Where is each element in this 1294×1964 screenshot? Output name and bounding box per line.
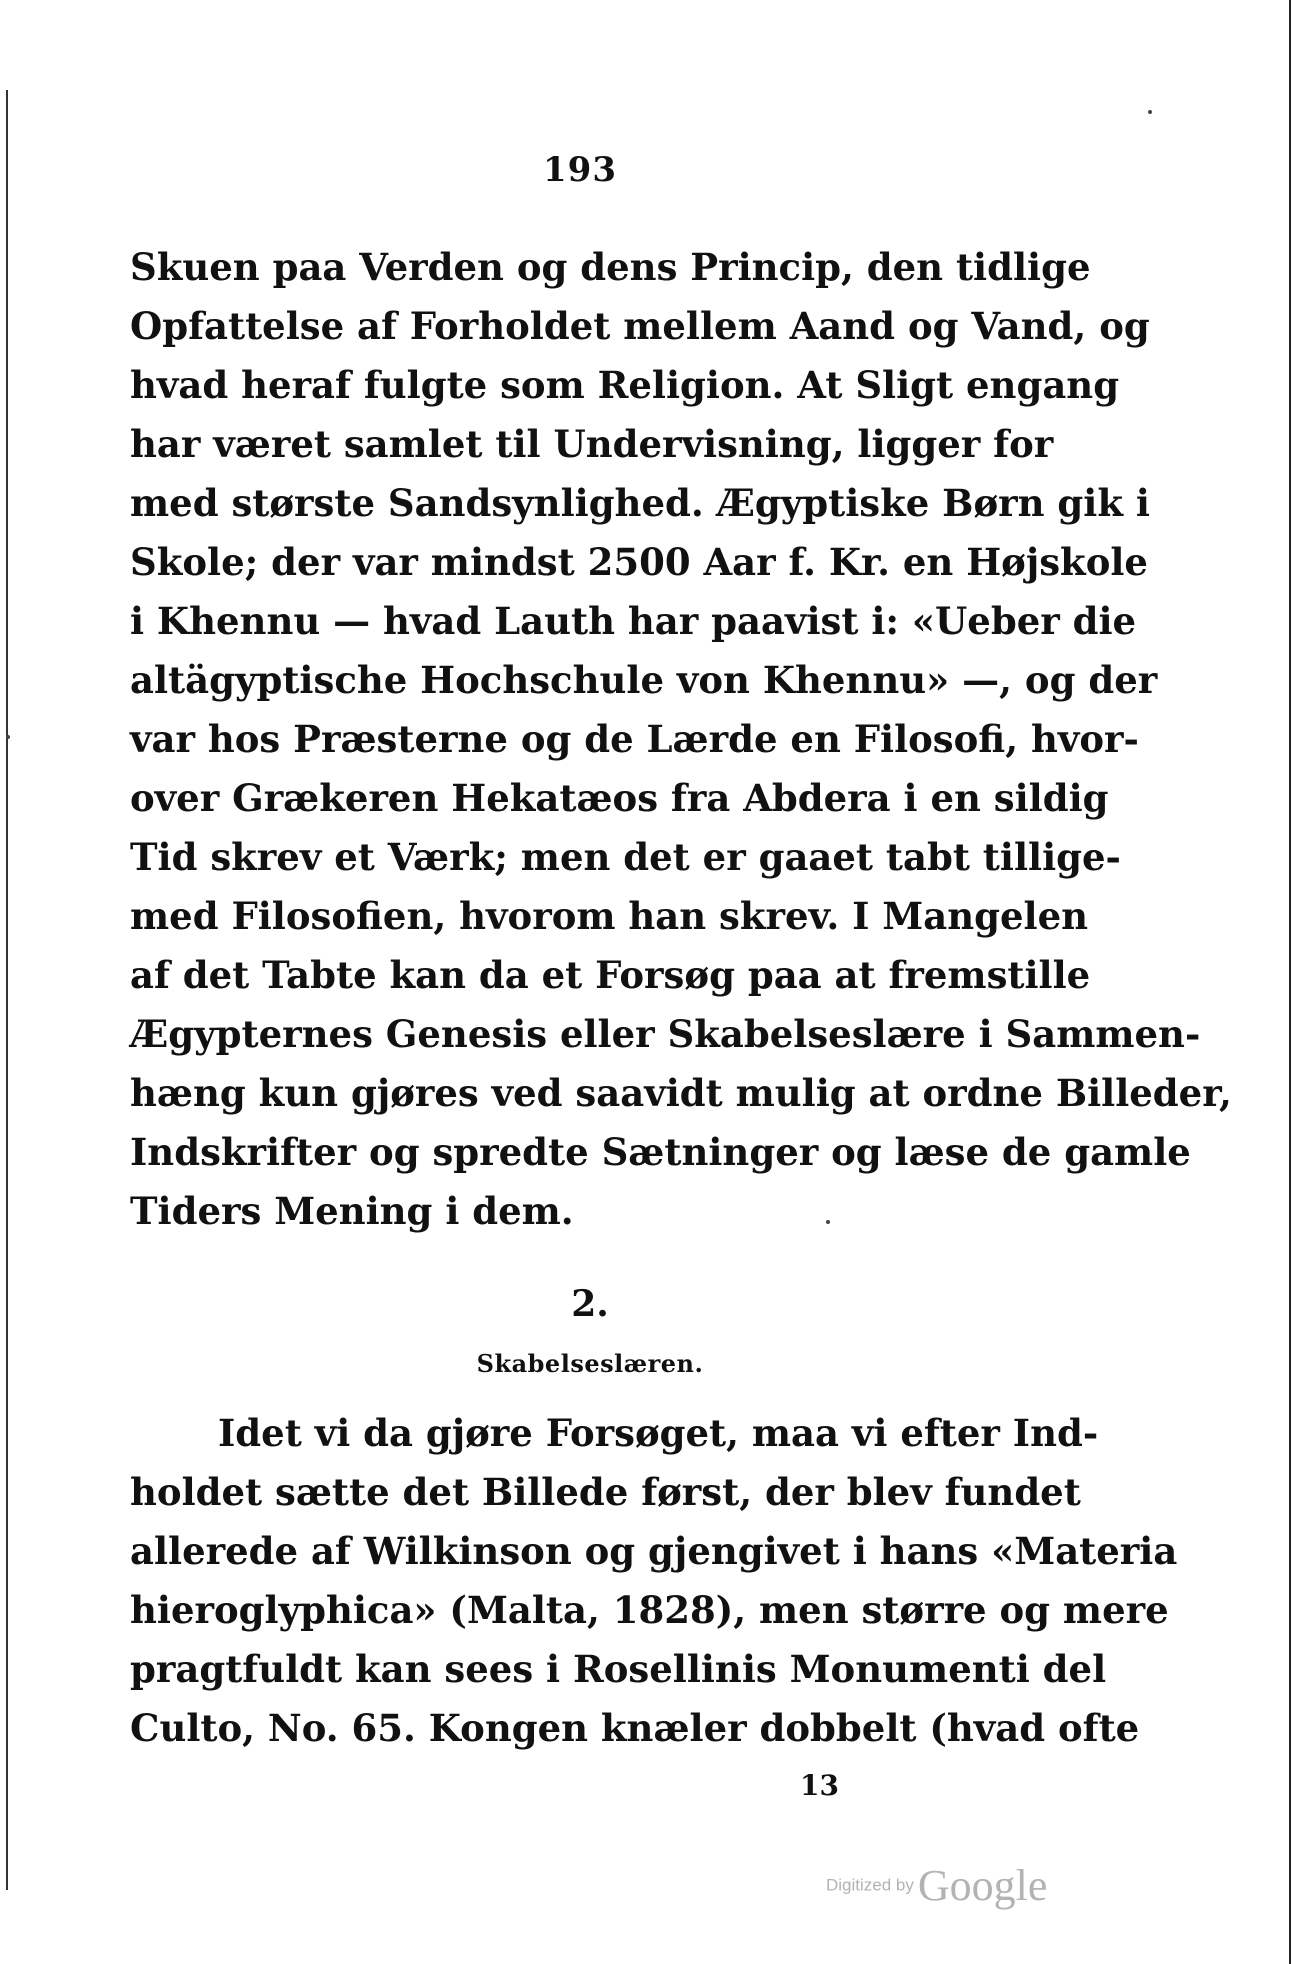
text-line: Opfattelse af Forholdet mellem Aand og Vand, og <box>130 304 1150 348</box>
text-line: Culto, No. 65. Kongen knæler dobbelt (hvad ofte <box>130 1706 1140 1750</box>
text-line: af det Tabte kan da et Forsøg paa at fremstille <box>130 953 1091 997</box>
text-line: med største Sandsynlighed. Ægyptiske Børn gik i <box>130 481 1150 525</box>
paragraph-2 <box>130 1404 1178 1758</box>
text-line: Skuen paa Verden og dens Princip, den tidlige <box>130 245 1091 289</box>
digitized-watermark <box>826 1860 1047 1911</box>
text-line: Idet vi da gjøre Forsøget, maa vi efter Ind- <box>218 1411 1099 1455</box>
text-line: Skole; der var mindst 2500 Aar f. Kr. en Højskole <box>130 540 1148 584</box>
text-line: holdet sætte det Billede først, der blev fundet <box>130 1470 1081 1514</box>
section-number: 2. <box>571 1283 609 1325</box>
watermark-brand: Google <box>917 1861 1048 1910</box>
text-line: Tid skrev et Værk; men det er gaaet tabt tillige- <box>130 835 1121 879</box>
page-edge-right <box>1289 0 1291 1964</box>
text-line: har været samlet til Undervisning, ligger for <box>130 422 1054 466</box>
text-line: over Grækeren Hekatæos fra Abdera i en sildig <box>130 776 1109 820</box>
text-line: i Khennu — hvad Lauth har paavist i: «Ueber die <box>130 599 1137 643</box>
text-line: altägyptische Hochschule von Khennu» —, og der <box>130 658 1158 702</box>
text-line: hieroglyphica» (Malta, 1828), men større og mere <box>130 1588 1169 1632</box>
signature-mark: 13 <box>800 1769 839 1802</box>
text-line: pragtfuldt kan sees i Rosellinis Monumenti del <box>130 1647 1107 1691</box>
text-line: var hos Præsterne og de Lærde en Filosofi, hvor- <box>130 717 1139 761</box>
print-speck <box>826 1220 830 1224</box>
section-title: Skabelseslæren. <box>476 1349 704 1378</box>
print-speck <box>6 735 10 739</box>
page-number: 193 <box>543 150 617 190</box>
print-speck <box>1148 110 1152 114</box>
page-edge-left <box>6 90 8 1890</box>
text-line: med Filosofien, hvorom han skrev. I Mangelen <box>130 894 1089 938</box>
text-line: Indskrifter og spredte Sætninger og læse de gamle <box>130 1130 1191 1174</box>
watermark-prefix: Digitized by <box>826 1875 914 1895</box>
text-line: allerede af Wilkinson og gjengivet i hans «Materia <box>130 1529 1178 1573</box>
text-line: Ægypternes Genesis eller Skabelseslære i Sammen- <box>130 1012 1201 1056</box>
text-line: Tiders Mening i dem. <box>130 1189 574 1233</box>
paragraph-1 <box>130 238 1232 1241</box>
text-line: hæng kun gjøres ved saavidt mulig at ordne Billeder, <box>130 1071 1232 1115</box>
text-line: hvad heraf fulgte som Religion. At Sligt engang <box>130 363 1120 407</box>
